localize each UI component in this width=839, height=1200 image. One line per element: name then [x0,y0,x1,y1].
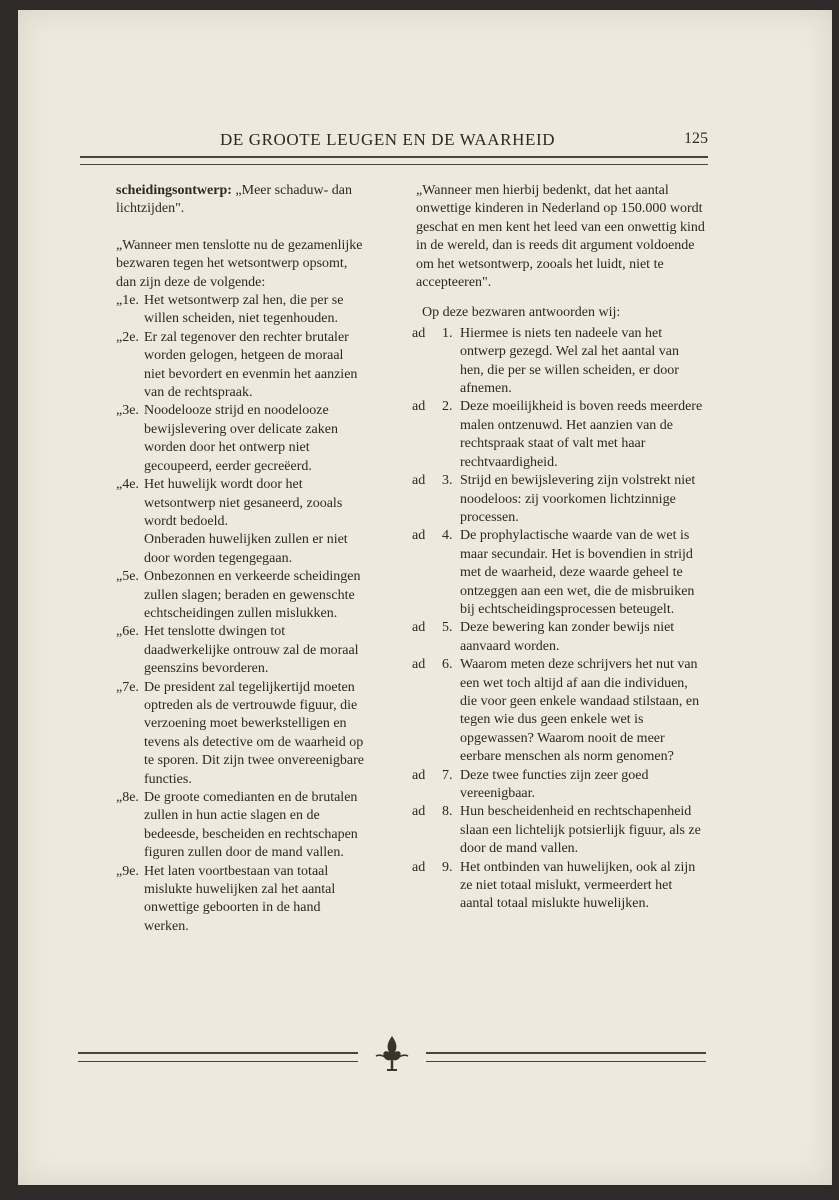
answer-text: Deze twee functies zijn zeer goed vereenigbaar. [460,767,649,801]
objection-text: Het wetsontwerp zal hen, die per se willen scheiden, niet tegenhouden. [144,293,344,327]
answer-text: Het ontbinden van huwelijken, ook al zijn ze niet totaal mislukt, vermeerdert het aantal totaal mislukte huwelijken. [460,859,696,912]
answer-text: Deze moeilijkheid is boven reeds meerdere malen ontzenuwd. Het aanzien van de rechtspraak staat of valt met haar rechtvaardigheid. [460,399,703,470]
right-paragraph: „Wanneer men hierbij bedenkt, dat het aantal onwettige kinderen in Nederland op 150.000 wordt geschat en men kent het leed van een onwettig kind in de wereld, dan is reeds dit argument voldoende om het wetsontwerp, zooals het luidt, niet te accepteeren". [416,183,705,291]
objection-text: Het huwelijk wordt door het wetsontwerp niet gesaneerd, zooals wordt bedoeld. [144,477,343,529]
answer-text: Deze bewering kan zonder bewijs niet aanvaard worden. [460,620,675,654]
ad-label: ad [412,804,426,820]
answer-number: 5. [442,620,453,636]
answer-item [392,767,706,804]
flame-ornament-icon [368,1030,416,1074]
answer-item [392,398,706,472]
ornament-rule-left [78,1052,358,1062]
answer-item [392,527,706,619]
answer-text: Hun bescheidenheid en rechtschapenheid slaan een lichtelijk potsierlijk figuur, als ze door de mand vallen. [460,804,701,857]
answer-number: 2. [442,399,453,415]
answer-item [392,325,706,399]
objection-number: „1e. [116,293,139,309]
answer-intro: Op deze bezwaren antwoorden wij: [422,305,621,321]
answer-text: De prophylactische waarde van de wet is maar secundair. Het is bovendien in strijd met de waarheid, deze waarde geheel te ontzeggen aan een wet, die de misbruiken bij echtscheidingsprocessen beteugelt. [460,528,695,617]
running-header [80,130,708,158]
ornament-rule-right [426,1052,706,1062]
answer-text: Strijd en bewijslevering zijn volstrekt niet noodeloos: zij voorkomen lichtzinnige processen. [460,473,696,525]
header-title: DE GROOTE LEUGEN EN DE WAARHEID [220,130,556,149]
answer-number: 9. [442,859,453,875]
objection-number: „5e. [116,569,139,585]
objection-item [116,623,366,678]
objection-text: De president zal tegelijkertijd moeten optreden als de vertrouwde figuur, die verzoening moet bewerkstelligen en tevens als detective om de waarheid op te sporen. Dit zijn twee onvereenigbare functies. [144,679,365,787]
ad-label: ad [412,657,426,673]
ad-label: ad [412,528,426,544]
objection-item [116,329,366,403]
answer-number: 7. [442,767,453,783]
answer-number: 6. [442,657,453,673]
ad-label: ad [412,859,426,875]
objection-item [116,863,366,937]
page-number: 125 [684,130,708,147]
answer-number: 4. [442,528,453,544]
objection-number: „4e. [116,477,139,493]
objection-text: De groote comedianten en de brutalen zullen in hun actie slagen en de bedeesde, bescheiden en rechtschapen figuren zullen door de mand vallen. [144,790,358,861]
objection-text: Onbezonnen en verkeerde scheidingen zullen slagen; beraden en gewenschte echtscheidingen zullen mislukken. [144,569,361,621]
objection-text: Het tenslotte dwingen tot daadwerkelijke ontrouw zal de moraal geenszins bevorderen. [144,624,359,677]
objection-number: „9e. [116,863,139,879]
objection-item [116,292,366,329]
answer-item [392,859,706,914]
intro-quote: „Meer schaduw- dan lichtzijden". [116,183,353,217]
objection-item [116,531,366,568]
left-intro [116,182,366,219]
objection-text: Noodelooze strijd en noodelooze bewijslevering over delicate zaken worden door het ontwerp niet gecoupeerd, eerder gecreëerd. [144,403,338,474]
objection-number: „7e. [116,679,139,695]
ad-label: ad [412,620,426,636]
answer-item [392,656,706,766]
objection-item [116,476,366,531]
objection-item [116,568,366,623]
objection-text: Het laten voortbestaan van totaal mislukte huwelijken zal het aantal onwettige geboorten in de hand werken. [144,863,336,934]
ad-label: ad [412,767,426,783]
objection-number: „3e. [116,403,139,419]
objection-item [116,789,366,863]
answer-number: 8. [442,804,453,820]
answer-text: Waarom meten deze schrijvers het nut van een wet toch altijd af aan die individuen, die voor geen enkele wandaad stilstaan, en tegen wie dus geen enkele wet is opgewassen? Waarom nooit de meer eerbare menschen als norm genomen? [460,657,700,765]
objection-item [116,402,366,476]
objection-number: „2e. [116,329,139,345]
objection-number [116,531,144,568]
footer-ornament [78,1030,706,1070]
answer-item [392,619,706,656]
answer-number: 3. [442,473,453,489]
answer-item [392,472,706,527]
ad-label: ad [412,399,426,415]
ad-label: ad [412,473,426,489]
book-page [18,10,832,1185]
intro-bold-term: scheidingsontwerp: [116,183,232,198]
objection-item [116,679,366,789]
answer-item [392,803,706,858]
ad-label: ad [412,325,426,341]
objection-text: Onberaden huwelijken zullen er niet door worden tegengegaan. [144,532,348,566]
answer-text: Hiermee is niets ten nadeele van het ontwerp gezegd. Wel zal het aantal van hen, die per se willen scheiden, er door afnemen. [460,325,680,397]
answer-number: 1. [442,325,453,341]
right-column [392,182,706,914]
objection-text: Er zal tegenover den rechter brutaler worden gelogen, hetgeen de moraal niet bevordert en evenmin het aanzien van de rechtspraak. [144,329,358,401]
header-rule [80,156,708,165]
left-paragraph: „Wanneer men tenslotte nu de gezamenlijke bezwaren tegen het wetsontwerp opsomt, dan zijn deze de volgende: [116,237,363,290]
objection-number: „6e. [116,624,139,640]
objection-number: „8e. [116,790,139,805]
left-column [116,182,366,936]
